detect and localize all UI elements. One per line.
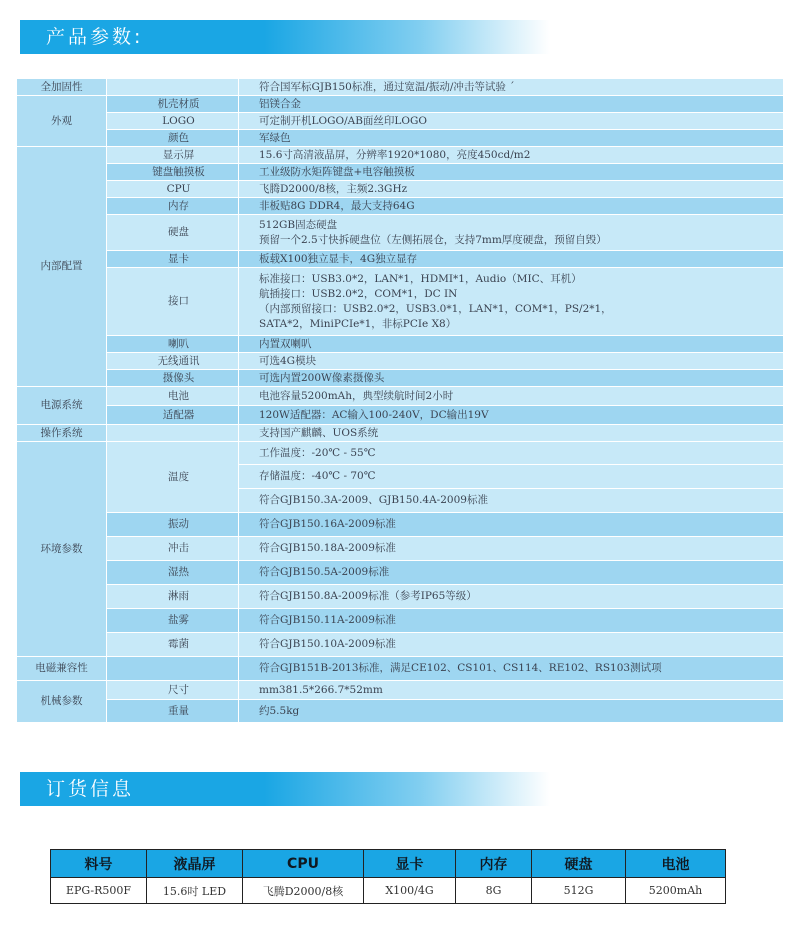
spec-row: [17, 700, 784, 723]
order-header-lcd: 液晶屏: [147, 850, 243, 878]
spec-value: 120W适配器：AC输入100-240V，DC输出19V: [239, 406, 784, 425]
spec-category: 内部配置: [17, 147, 107, 387]
spec-category: 电磁兼容性: [17, 657, 107, 681]
spec-value: 电池容量5200mAh，典型续航时间2小时: [239, 387, 784, 406]
spec-item: CPU: [107, 181, 239, 198]
spec-row: [17, 268, 784, 336]
spec-row: [17, 181, 784, 198]
spec-row: [17, 251, 784, 268]
spec-value: 铝镁合金: [239, 96, 784, 113]
spec-item: 接口: [107, 268, 239, 336]
order-cell-battery: 5200mAh: [626, 878, 726, 904]
spec-row: [17, 585, 784, 609]
order-cell-disk: 512G: [532, 878, 626, 904]
spec-table: [16, 78, 784, 723]
spec-value-line: 512GB固态硬盘: [259, 218, 338, 231]
spec-item: [107, 657, 239, 681]
spec-row: [17, 537, 784, 561]
spec-row: [17, 164, 784, 181]
spec-value-line: 航插接口：USB2.0*2，COM*1，DC IN: [259, 287, 458, 300]
spec-category: 电源系统: [17, 387, 107, 425]
spec-item: 喇叭: [107, 336, 239, 353]
spec-row: [17, 442, 784, 465]
order-header-part-no: 料号: [51, 850, 147, 878]
spec-value: mm381.5*266.7*52mm: [239, 681, 784, 700]
section-title-order: 订货信息: [46, 778, 135, 800]
spec-row: [17, 657, 784, 681]
order-row: [51, 878, 726, 904]
spec-row: [17, 353, 784, 370]
spec-value: 符合GJB150.3A-2009、GJB150.4A-2009标准: [239, 489, 784, 513]
spec-value: 符合GJB151B-2013标准，满足CE102、CS101、CS114、RE102、RS103测试项: [239, 657, 784, 681]
spec-row: [17, 336, 784, 353]
order-header-gpu: 显卡: [364, 850, 456, 878]
spec-row: [17, 633, 784, 657]
order-header-cpu: CPU: [243, 850, 364, 878]
order-cell-lcd: 15.6吋 LED: [147, 878, 243, 904]
spec-value: 约5.5kg: [239, 700, 784, 723]
spec-item: 尺寸: [107, 681, 239, 700]
spec-row: [17, 370, 784, 387]
spec-row: [17, 609, 784, 633]
spec-row: [17, 681, 784, 700]
spec-value: 内置双喇叭: [239, 336, 784, 353]
spec-item: 颜色: [107, 130, 239, 147]
spec-item: 内存: [107, 198, 239, 215]
spec-item: [107, 425, 239, 442]
spec-item: 硬盘: [107, 215, 239, 251]
spec-item: LOGO: [107, 113, 239, 130]
order-header-memory: 内存: [456, 850, 532, 878]
spec-value: [239, 268, 784, 336]
order-header-battery: 电池: [626, 850, 726, 878]
spec-item: 电池: [107, 387, 239, 406]
spec-value-line: SATA*2，MiniPCIe*1，非标PCIe X8）: [259, 317, 457, 330]
spec-value: 符合GJB150.18A-2009标准: [239, 537, 784, 561]
spec-value: 存储温度：-40℃ - 70℃: [239, 465, 784, 489]
spec-item: 重量: [107, 700, 239, 723]
spec-category: 操作系统: [17, 425, 107, 442]
spec-item: 键盘触摸板: [107, 164, 239, 181]
spec-value: 可定制开机LOGO/AB面丝印LOGO: [239, 113, 784, 130]
order-cell-gpu: X100/4G: [364, 878, 456, 904]
spec-value: 符合GJB150.16A-2009标准: [239, 513, 784, 537]
spec-item: 摄像头: [107, 370, 239, 387]
spec-row: [17, 425, 784, 442]
spec-value: 支持国产麒麟、UOS系统: [239, 425, 784, 442]
spec-row: [17, 130, 784, 147]
spec-category: 外观: [17, 96, 107, 147]
order-cell-memory: 8G: [456, 878, 532, 904]
spec-item: [107, 79, 239, 96]
spec-value: 军绿色: [239, 130, 784, 147]
spec-category: 环境参数: [17, 442, 107, 657]
spec-row: [17, 198, 784, 215]
spec-row: [17, 561, 784, 585]
spec-category: 全加固性: [17, 79, 107, 96]
spec-row: [17, 113, 784, 130]
spec-value-line: （内部预留接口：USB2.0*2，USB3.0*1，LAN*1，COM*1，PS/2*1，: [259, 302, 612, 315]
spec-item: 无线通讯: [107, 353, 239, 370]
spec-row: [17, 513, 784, 537]
order-cell-part-no: EPG-R500F: [51, 878, 147, 904]
spec-item: 霉菌: [107, 633, 239, 657]
spec-row: [17, 147, 784, 164]
spec-item: 显卡: [107, 251, 239, 268]
spec-value: 飞腾D2000/8核，主频2.3GHz: [239, 181, 784, 198]
spec-value: 符合国军标GJB150标准，通过宽温/振动/冲击等试验 ´: [239, 79, 784, 96]
spec-value: 15.6寸高清液晶屏，分辨率1920*1080，亮度450cd/m2: [239, 147, 784, 164]
spec-item: 适配器: [107, 406, 239, 425]
spec-item: 显示屏: [107, 147, 239, 164]
spec-value: 板载X100独立显卡，4G独立显存: [239, 251, 784, 268]
section-banner-order: [30, 772, 550, 806]
spec-value: [239, 215, 784, 251]
order-header-disk: 硬盘: [532, 850, 626, 878]
spec-item: 湿热: [107, 561, 239, 585]
section-title-params: 产品参数:: [46, 26, 144, 48]
order-table: [50, 849, 726, 904]
spec-item: 盐雾: [107, 609, 239, 633]
spec-value: 工作温度：-20℃ - 55℃: [239, 442, 784, 465]
spec-item: 冲击: [107, 537, 239, 561]
spec-item: 振动: [107, 513, 239, 537]
spec-category: 机械参数: [17, 681, 107, 723]
spec-value: 符合GJB150.8A-2009标准（参考IP65等级）: [239, 585, 784, 609]
order-cell-cpu: 飞腾D2000/8核: [243, 878, 364, 904]
order-header-row: [51, 850, 726, 878]
spec-item: 淋雨: [107, 585, 239, 609]
spec-value: 可选内置200W像素摄像头: [239, 370, 784, 387]
spec-row: [17, 387, 784, 406]
spec-value: 符合GJB150.5A-2009标准: [239, 561, 784, 585]
spec-row: [17, 79, 784, 96]
spec-value: 非板贴8G DDR4，最大支持64G: [239, 198, 784, 215]
spec-row: [17, 96, 784, 113]
spec-row: [17, 215, 784, 251]
spec-value: 符合GJB150.11A-2009标准: [239, 609, 784, 633]
spec-item: 机壳材质: [107, 96, 239, 113]
spec-value: 符合GJB150.10A-2009标准: [239, 633, 784, 657]
spec-item: 温度: [107, 442, 239, 513]
spec-value: 工业级防水矩阵键盘+电容触摸板: [239, 164, 784, 181]
spec-value-line: 标准接口：USB3.0*2，LAN*1，HDMI*1，Audio（MIC、耳机）: [259, 272, 582, 285]
spec-value-line: 预留一个2.5寸快拆硬盘位（左侧拓展仓，支持7mm厚度硬盘，预留自毁）: [259, 233, 607, 246]
section-banner-params: [30, 20, 550, 54]
spec-row: [17, 406, 784, 425]
spec-value: 可选4G模块: [239, 353, 784, 370]
